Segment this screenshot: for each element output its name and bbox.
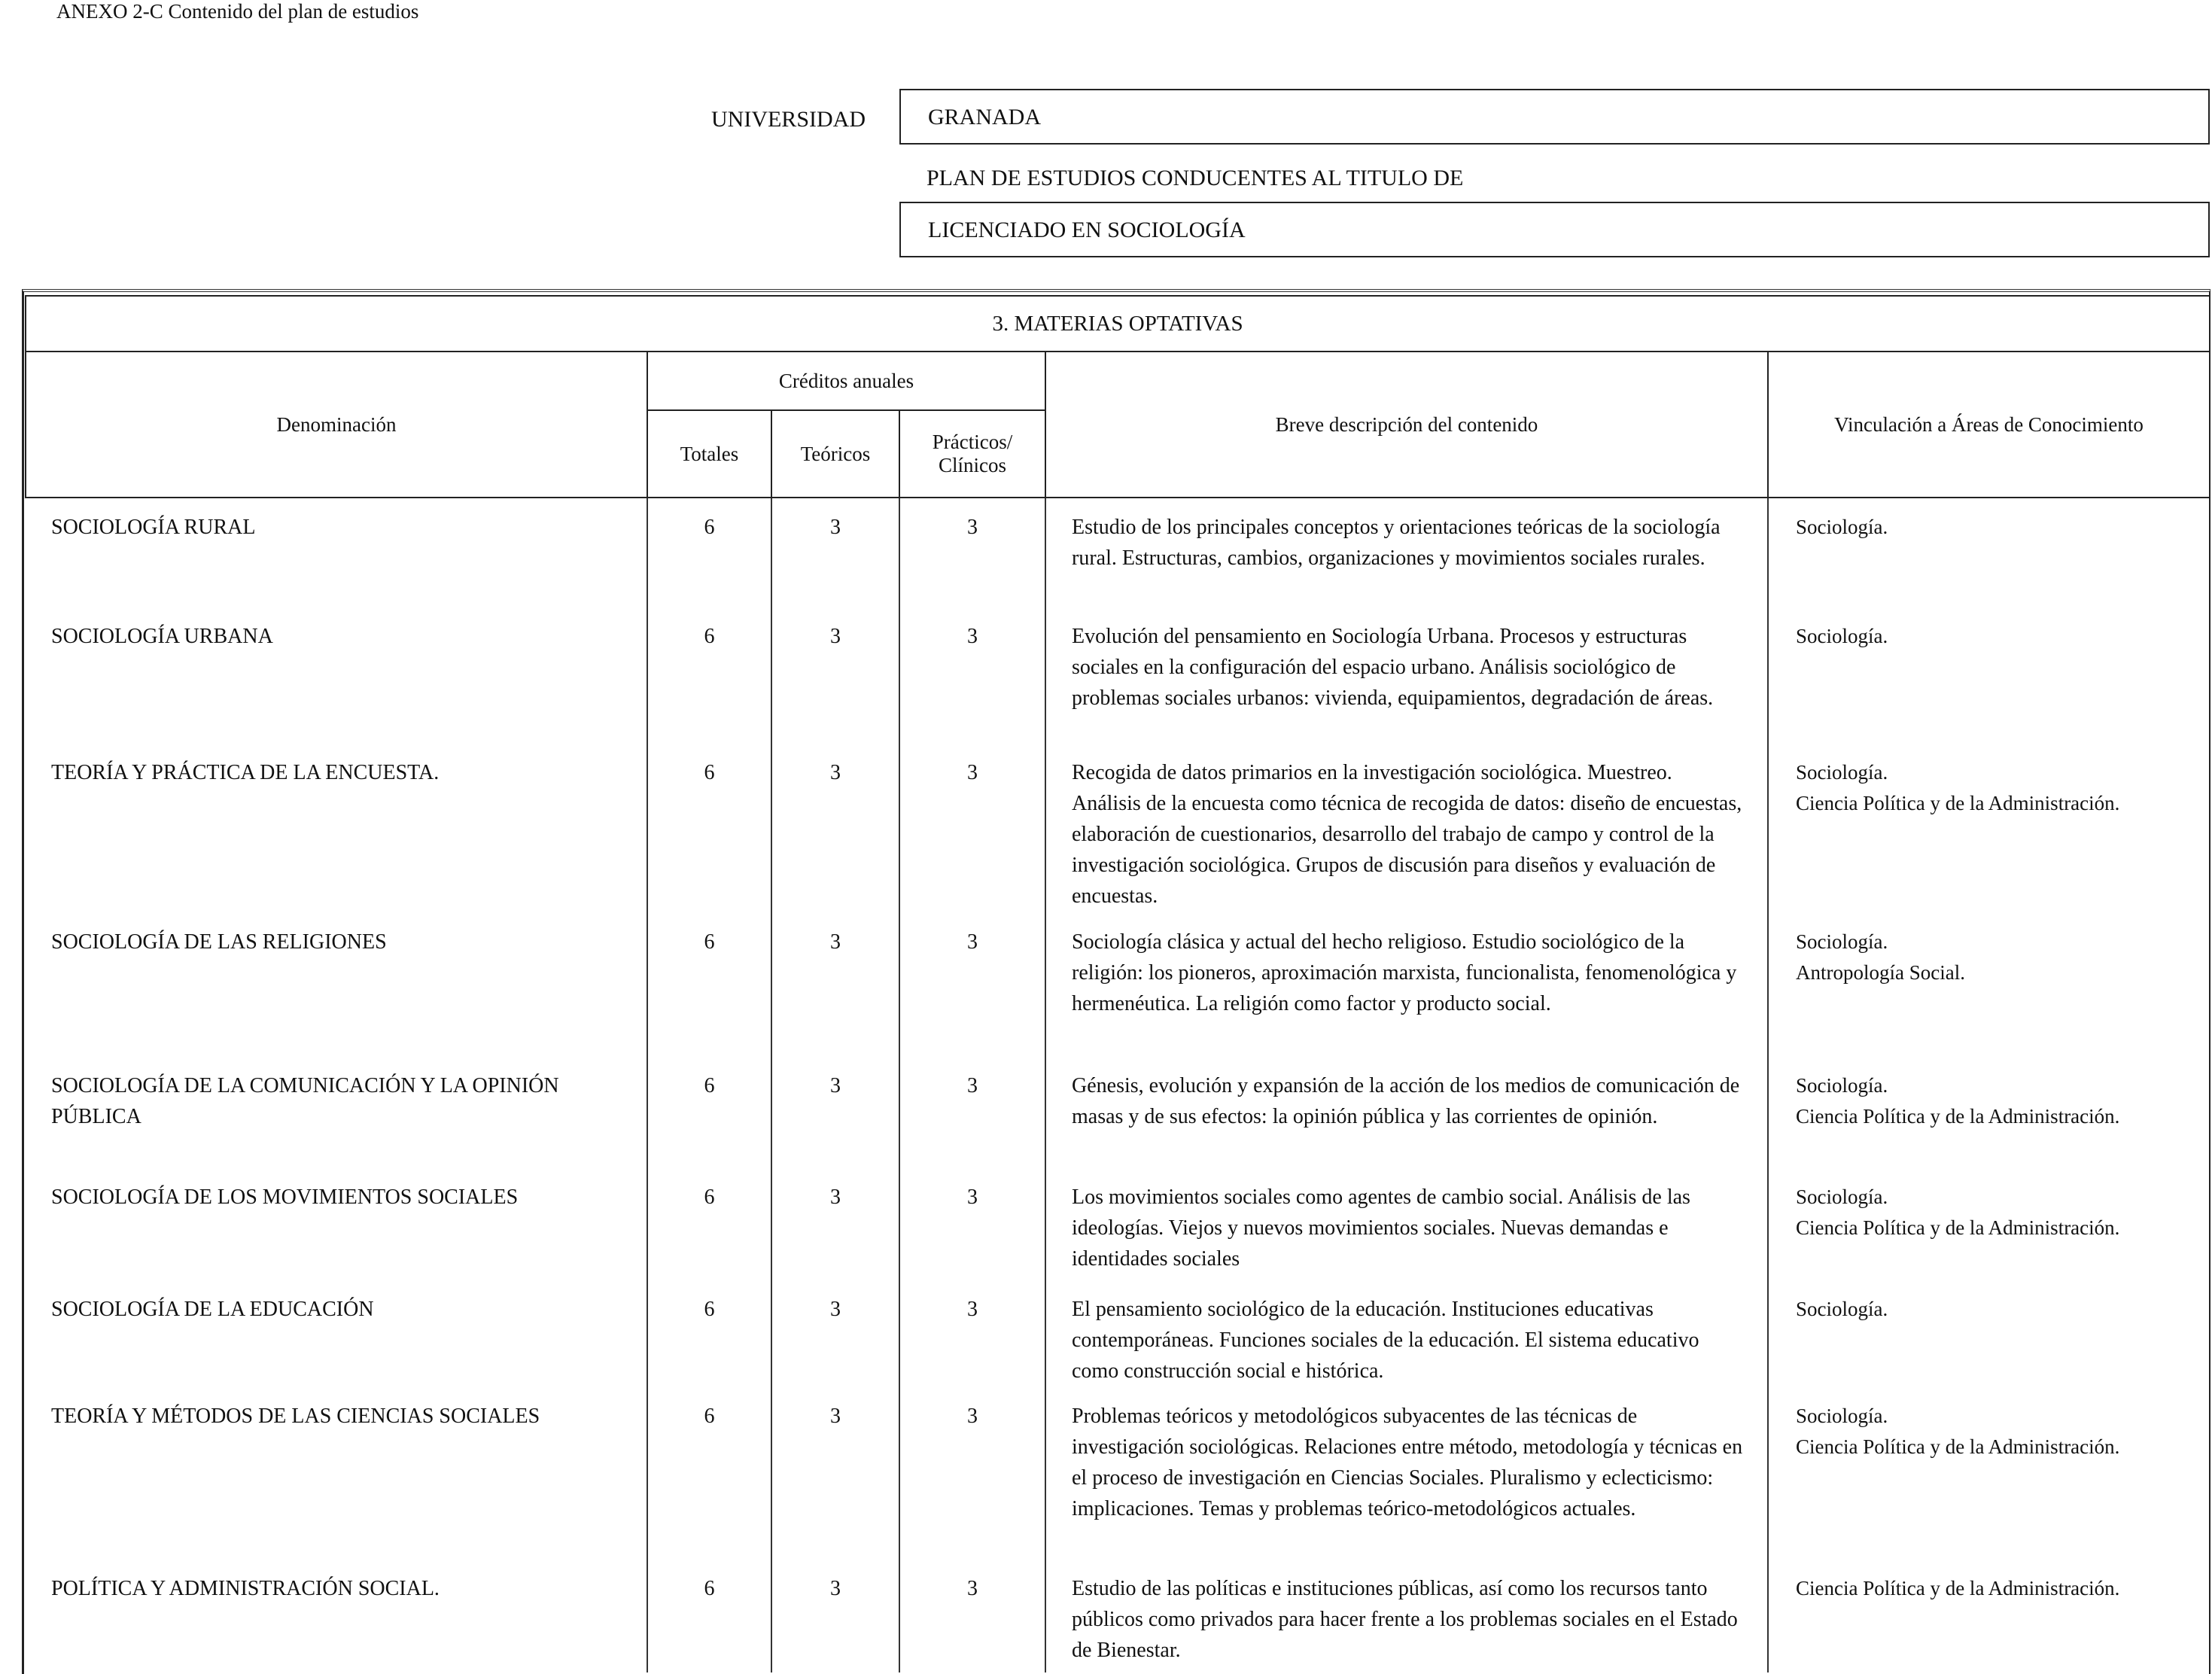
plan-label: PLAN DE ESTUDIOS CONDUCENTES AL TITULO DE xyxy=(926,166,1464,190)
subject-description: Evolución del pensamiento en Sociología Urbana. Procesos y estructuras sociales en la configuración del espacio urbano. Análisis sociológico de problemas sociales urbanos: vivienda, equipamientos, degradación de áreas. xyxy=(1045,607,1768,744)
credits-totales: 6 xyxy=(647,607,771,744)
header-practicos-line2: Clínicos xyxy=(938,454,1006,476)
subject-name: SOCIOLOGÍA RURAL xyxy=(51,516,256,539)
knowledge-area: Sociología. xyxy=(1796,1185,1888,1208)
subject-description: El pensamiento sociológico de la educación. Instituciones educativas contemporáneas. Funciones sociales de la educación. El sistema educativo como construcción social e histórica. xyxy=(1045,1280,1768,1387)
credits-teoricos: 3 xyxy=(771,1168,899,1280)
credits-totales: 6 xyxy=(647,1387,771,1560)
credits-teoricos: 3 xyxy=(771,1387,899,1560)
knowledge-area: Sociología. xyxy=(1796,516,1888,538)
credits-teoricos: 3 xyxy=(771,607,899,744)
credits-teoricos: 3 xyxy=(771,744,899,913)
knowledge-area: Sociología. xyxy=(1796,1405,1888,1427)
table-row xyxy=(26,1168,2210,1280)
subject-name: POLÍTICA Y ADMINISTRACIÓN SOCIAL. xyxy=(51,1577,440,1600)
credits-teoricos: 3 xyxy=(771,913,899,1057)
knowledge-area: Ciencia Política y de la Administración. xyxy=(1796,792,2120,814)
annex-title: ANEXO 2-C Contenido del plan de estudios xyxy=(56,0,419,23)
table-row xyxy=(26,1560,2210,1672)
knowledge-area: Antropología Social. xyxy=(1796,961,1965,984)
table-row xyxy=(26,913,2210,1057)
knowledge-areas xyxy=(1768,1387,2210,1560)
credits-totales: 6 xyxy=(647,1560,771,1672)
subject-name: SOCIOLOGÍA DE LOS MOVIMIENTOS SOCIALES xyxy=(51,1185,519,1209)
credits-totales: 6 xyxy=(647,498,771,607)
credits-totales: 6 xyxy=(647,1168,771,1280)
credits-practicos: 3 xyxy=(899,498,1045,607)
subject-description: Estudio de los principales conceptos y orientaciones teóricas de la sociología rural. Estructuras, cambios, organizaciones y movimientos sociales rurales. xyxy=(1045,498,1768,607)
subject-description: Recogida de datos primarios en la investigación sociológica. Muestreo. Análisis de la encuesta como técnica de recogida de datos: diseño de encuestas, elaboración de cuestionarios, desarrollo del trabajo de campo y control de la investigación sociológica. Grupos de discusión para diseños y evaluación de encuestas. xyxy=(1045,744,1768,913)
knowledge-areas xyxy=(1768,913,2210,1057)
table-row xyxy=(26,1387,2210,1560)
knowledge-areas xyxy=(1768,607,2210,744)
university-label: UNIVERSIDAD xyxy=(711,107,866,132)
knowledge-area: Sociología. xyxy=(1796,1298,1888,1320)
subject-name: SOCIOLOGÍA DE LA COMUNICACIÓN Y LA OPINIÓN PÚBLICA xyxy=(51,1074,559,1128)
university-value: GRANADA xyxy=(928,105,1041,129)
header-denominacion: Denominación xyxy=(26,352,647,498)
header-teoricos: Teóricos xyxy=(771,410,899,498)
credits-practicos: 3 xyxy=(899,913,1045,1057)
table-row xyxy=(26,744,2210,913)
knowledge-area: Sociología. xyxy=(1796,930,1888,953)
credits-practicos: 3 xyxy=(899,1057,1045,1168)
knowledge-areas xyxy=(1768,1280,2210,1387)
knowledge-area: Sociología. xyxy=(1796,1074,1888,1097)
credits-practicos: 3 xyxy=(899,1560,1045,1672)
section-title: 3. MATERIAS OPTATIVAS xyxy=(26,296,2210,352)
table-row xyxy=(26,1057,2210,1168)
header-totales: Totales xyxy=(647,410,771,498)
credits-totales: 6 xyxy=(647,1057,771,1168)
subject-name: TEORÍA Y PRÁCTICA DE LA ENCUESTA. xyxy=(51,761,440,784)
header-descripcion: Breve descripción del contenido xyxy=(1045,352,1768,498)
knowledge-areas xyxy=(1768,498,2210,607)
table-row xyxy=(26,607,2210,744)
credits-practicos: 3 xyxy=(899,1168,1045,1280)
credits-teoricos: 3 xyxy=(771,498,899,607)
subject-name: TEORÍA Y MÉTODOS DE LAS CIENCIAS SOCIALES xyxy=(51,1405,540,1428)
knowledge-area: Ciencia Política y de la Administración. xyxy=(1796,1105,2120,1128)
knowledge-areas xyxy=(1768,1560,2210,1672)
knowledge-areas xyxy=(1768,1168,2210,1280)
degree-box xyxy=(899,202,2210,257)
university-box xyxy=(899,89,2210,145)
credits-practicos: 3 xyxy=(899,744,1045,913)
header-practicos-line1: Prácticos/ xyxy=(932,431,1013,453)
credits-totales: 6 xyxy=(647,1280,771,1387)
subject-name: SOCIOLOGÍA DE LA EDUCACIÓN xyxy=(51,1298,374,1321)
knowledge-areas xyxy=(1768,1057,2210,1168)
knowledge-area: Ciencia Política y de la Administración. xyxy=(1796,1577,2120,1599)
header-creditos: Créditos anuales xyxy=(647,352,1045,410)
knowledge-areas xyxy=(1768,744,2210,913)
knowledge-area: Sociología. xyxy=(1796,761,1888,784)
credits-teoricos: 3 xyxy=(771,1560,899,1672)
subject-description: Sociología clásica y actual del hecho religioso. Estudio sociológico de la religión: los pioneros, aproximación marxista, funcionalista, fenomenológica y hermenéutica. La religión como factor y producto social. xyxy=(1045,913,1768,1057)
table-row xyxy=(26,498,2210,607)
knowledge-area: Ciencia Política y de la Administración. xyxy=(1796,1216,2120,1239)
credits-practicos: 3 xyxy=(899,1387,1045,1560)
credits-practicos: 3 xyxy=(899,607,1045,744)
subject-name: SOCIOLOGÍA URBANA xyxy=(51,625,273,648)
subject-description: Problemas teóricos y metodológicos subyacentes de las técnicas de investigación sociológicas. Relaciones entre método, metodología y técnicas en el proceso de investigación en Ciencias Sociales. Pluralismo y eclecticismo: implicaciones. Temas y problemas teórico-metodológicos actuales. xyxy=(1045,1387,1768,1560)
subject-description: Génesis, evolución y expansión de la acción de los medios de comunicación de masas y de sus efectos: la opinión pública y las corrientes de opinión. xyxy=(1045,1057,1768,1168)
credits-totales: 6 xyxy=(647,913,771,1057)
optional-subjects-table xyxy=(25,295,2210,1672)
table-row xyxy=(26,1280,2210,1387)
credits-teoricos: 3 xyxy=(771,1280,899,1387)
credits-teoricos: 3 xyxy=(771,1057,899,1168)
credits-practicos: 3 xyxy=(899,1280,1045,1387)
degree-value: LICENCIADO EN SOCIOLOGÍA xyxy=(928,218,1246,242)
header-practicos xyxy=(899,410,1045,498)
credits-totales: 6 xyxy=(647,744,771,913)
subject-description: Los movimientos sociales como agentes de cambio social. Análisis de las ideologías. Viejos y nuevos movimientos sociales. Nuevas demandas e identidades sociales xyxy=(1045,1168,1768,1280)
knowledge-area: Ciencia Política y de la Administración. xyxy=(1796,1435,2120,1458)
subject-description: Estudio de las políticas e instituciones públicas, así como los recursos tanto públicos como privados para hacer frente a los problemas sociales en el Estado de Bienestar. xyxy=(1045,1560,1768,1672)
subject-name: SOCIOLOGÍA DE LAS RELIGIONES xyxy=(51,930,387,954)
knowledge-area: Sociología. xyxy=(1796,625,1888,647)
header-vinculacion: Vinculación a Áreas de Conocimiento xyxy=(1768,352,2210,498)
